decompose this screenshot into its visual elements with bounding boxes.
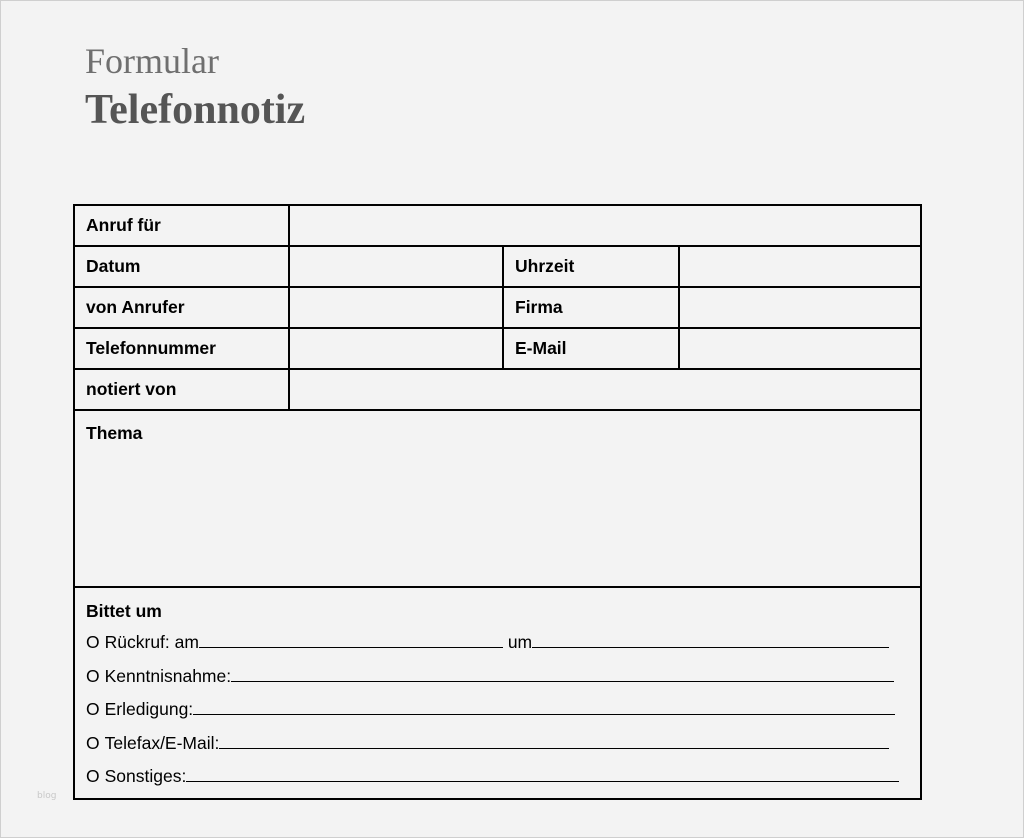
row-anruf-fuer	[74, 205, 921, 246]
label-kenntnisnahme: Kenntnisnahme:	[104, 665, 232, 686]
row-datum	[74, 246, 921, 287]
label-telefax: Telefax/E-Mail:	[104, 732, 220, 753]
option-rueckruf[interactable]	[86, 631, 909, 653]
label-von-anrufer: von Anrufer	[74, 287, 289, 328]
label-thema: Thema	[86, 423, 143, 443]
line-sonstiges[interactable]	[186, 766, 899, 782]
field-email[interactable]	[679, 328, 921, 369]
field-von-anrufer[interactable]	[289, 287, 503, 328]
label-notiert-von: notiert von	[74, 369, 289, 410]
form-subtitle: Formular	[85, 41, 219, 81]
field-telefonnummer[interactable]	[289, 328, 503, 369]
line-telefax[interactable]	[219, 733, 889, 749]
field-uhrzeit[interactable]	[679, 246, 921, 287]
row-anrufer	[74, 287, 921, 328]
row-thema	[74, 410, 921, 587]
label-datum: Datum	[74, 246, 289, 287]
field-datum[interactable]	[289, 246, 503, 287]
label-sonstiges: Sonstiges:	[104, 766, 187, 786]
label-anruf-fuer: Anruf für	[74, 205, 289, 246]
label-telefonnummer: Telefonnummer	[74, 328, 289, 369]
field-anruf-fuer[interactable]	[289, 205, 921, 246]
label-firma: Firma	[503, 287, 679, 328]
label-uhrzeit: Uhrzeit	[503, 246, 679, 287]
label-email: E-Mail	[503, 328, 679, 369]
radio-circle-icon[interactable]: O	[86, 699, 100, 719]
phone-note-table	[73, 204, 922, 800]
field-notiert-von[interactable]	[289, 369, 921, 410]
row-telefon	[74, 328, 921, 369]
watermark-text: blog	[37, 791, 57, 801]
bittet-um-section	[74, 587, 921, 799]
line-kenntnisnahme[interactable]	[231, 666, 894, 682]
label-bittet-um: Bittet um	[86, 601, 162, 621]
label-um: um	[507, 632, 533, 652]
field-firma[interactable]	[679, 287, 921, 328]
line-rueckruf-time[interactable]	[532, 632, 889, 648]
option-sonstiges[interactable]	[86, 765, 909, 787]
label-rueckruf-am: Rückruf: am	[104, 632, 199, 652]
radio-circle-icon[interactable]: O	[86, 732, 100, 753]
option-kenntnisnahme[interactable]	[86, 665, 909, 687]
line-rueckruf-date[interactable]	[199, 632, 503, 648]
line-erledigung[interactable]	[193, 699, 895, 715]
label-erledigung: Erledigung:	[104, 699, 194, 719]
option-telefax[interactable]	[86, 732, 909, 754]
form-title: Telefonnotiz	[85, 87, 306, 133]
option-erledigung[interactable]	[86, 698, 909, 720]
radio-circle-icon[interactable]: O	[86, 632, 100, 652]
row-notiert-von	[74, 369, 921, 410]
radio-circle-icon[interactable]: O	[86, 766, 100, 786]
row-bittet-um	[74, 587, 921, 799]
field-thema[interactable]	[74, 410, 921, 587]
radio-circle-icon[interactable]: O	[86, 665, 100, 686]
